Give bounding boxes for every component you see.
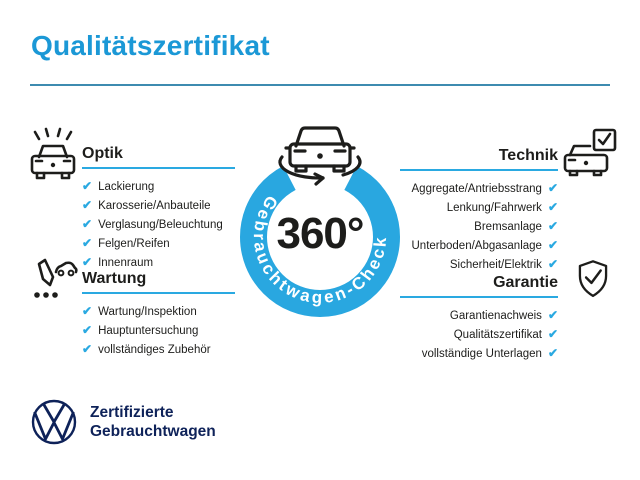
ring-curved-label: Gebrauchtwagen-Check — [249, 192, 391, 308]
item-label: Wartung/Inspektion — [98, 306, 197, 318]
degree-label: 360° — [276, 209, 364, 258]
item-label: vollständiges Zubehör — [98, 344, 211, 356]
checklist-item — [82, 234, 235, 253]
brand-line2: Gebrauchtwagen — [90, 423, 216, 440]
page-title: Qualitätszertifikat — [31, 30, 270, 61]
shield-check-icon — [574, 259, 612, 299]
garantie-heading: Garantie — [493, 274, 558, 291]
check-icon: ✔ — [82, 342, 93, 356]
item-label: Qualitätszertifikat — [453, 329, 542, 341]
optik-checklist — [82, 177, 235, 272]
technik-divider — [400, 169, 558, 171]
check-icon: ✔ — [82, 179, 93, 193]
checklist-item — [82, 340, 235, 359]
item-label: Hauptuntersuchung — [98, 325, 199, 337]
optik-heading: Optik — [82, 145, 123, 162]
wartung-divider — [82, 292, 235, 294]
technik-checklist — [400, 179, 558, 274]
wartung-checklist — [82, 302, 235, 359]
checklist-item — [400, 179, 558, 198]
item-label: vollständige Unterlagen — [421, 348, 542, 360]
check-icon: ✔ — [547, 181, 558, 195]
checklist-item — [400, 217, 558, 236]
item-label: Garantienachweis — [449, 310, 542, 322]
item-label: Unterboden/Abgasanlage — [411, 240, 542, 252]
check-icon: ✔ — [82, 198, 93, 212]
car-shine-icon — [27, 127, 79, 185]
checklist-item — [400, 236, 558, 255]
garantie-checklist — [400, 306, 558, 363]
section-technik — [400, 147, 558, 274]
checklist-item — [400, 198, 558, 217]
car-checkbox-icon — [562, 128, 618, 180]
section-optik — [82, 145, 235, 272]
checklist-item — [82, 196, 235, 215]
checklist-item — [400, 306, 558, 325]
item-label: Verglasung/Beleuchtung — [98, 219, 223, 231]
garantie-divider — [400, 296, 558, 298]
checklist-item — [82, 177, 235, 196]
item-label: Karosserie/Anbauteile — [98, 200, 211, 212]
checklist-item — [400, 255, 558, 274]
check-icon: ✔ — [547, 219, 558, 233]
wartung-heading: Wartung — [82, 270, 147, 287]
brand-line1: Zertifizierte — [90, 404, 174, 421]
check-icon: ✔ — [547, 308, 558, 322]
360-check-badge — [230, 115, 410, 325]
item-label: Felgen/Reifen — [98, 238, 170, 250]
check-icon: ✔ — [547, 327, 558, 341]
check-icon: ✔ — [82, 217, 93, 231]
service-checklist-icon — [28, 256, 80, 306]
checklist-item — [82, 302, 235, 321]
vw-logo — [30, 398, 78, 446]
check-icon: ✔ — [547, 257, 558, 271]
item-label: Innenraum — [98, 257, 154, 269]
item-label: Sicherheit/Elektrik — [449, 259, 542, 271]
check-icon: ✔ — [82, 236, 93, 250]
brand-footer — [30, 398, 216, 446]
brand-name — [90, 403, 216, 441]
item-label: Aggregate/Antriebsstrang — [411, 183, 542, 195]
technik-heading: Technik — [498, 147, 558, 164]
optik-divider — [82, 167, 235, 169]
check-icon: ✔ — [82, 323, 93, 337]
checklist-item — [82, 321, 235, 340]
checklist-item — [400, 344, 558, 363]
item-label: Lenkung/Fahrwerk — [446, 202, 542, 214]
checklist-item — [400, 325, 558, 344]
section-wartung — [82, 270, 235, 359]
title-divider — [30, 84, 610, 86]
section-garantie — [400, 274, 558, 363]
item-label: Bremsanlage — [474, 221, 542, 233]
check-icon: ✔ — [547, 200, 558, 214]
check-icon: ✔ — [82, 304, 93, 318]
check-icon: ✔ — [547, 238, 558, 252]
check-icon: ✔ — [82, 255, 93, 269]
item-label: Lackierung — [98, 181, 155, 193]
checklist-item — [82, 215, 235, 234]
check-icon: ✔ — [547, 346, 558, 360]
